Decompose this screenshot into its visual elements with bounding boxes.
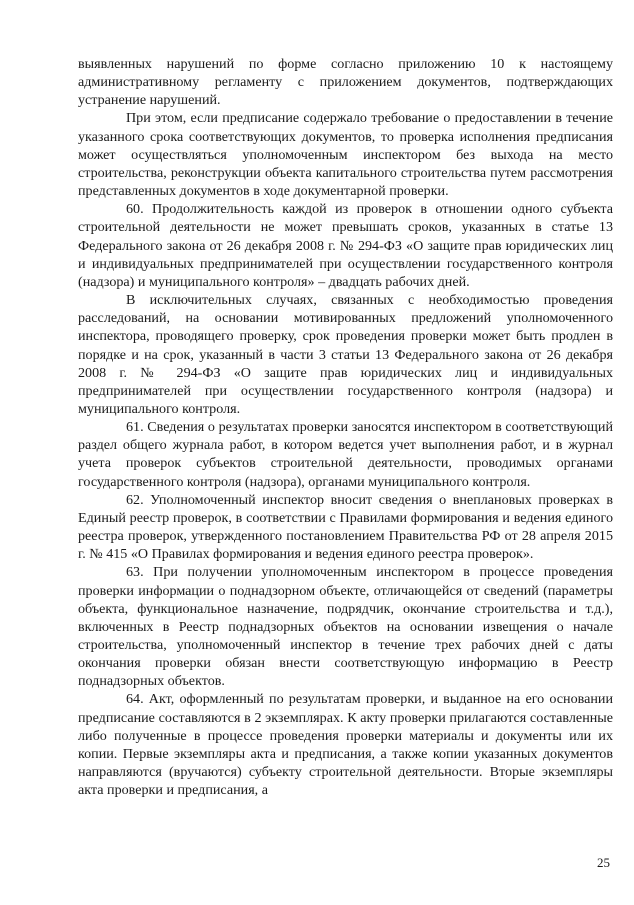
page-number: 25 <box>597 855 610 870</box>
paragraph-documentary-check: При этом, если предписание содержало требование о предоставлении в течение указанного срока соответствующих документов, то проверка исполнения предписания может осуществляться уполномоченным инспектором без выхода на место строительства, реконструкции объекта капитального строительства путем рассмотрения представленных документов в ходе документарной проверки. <box>78 110 613 200</box>
paragraph-60: 60. Продолжительность каждой из проверок в отношении одного субъекта строительной деятельности не может превышать сроков, указанных в статье 13 Федерального закона от 26 декабря 2008 г. № 294-ФЗ «О защите прав юридических лиц и индивидуальных предпринимателей при осуществлении государственного контроля (надзора) и муниципального контроля» – двадцать рабочих дней. <box>78 201 613 290</box>
paragraph-61: 61. Сведения о результатах проверки заносятся инспектором в соответствующий раздел общего журнала работ, в котором ведется учет выполнения работ, и в журнал учета проверок субъектов строительной деятельности, проводимых органами государственного контроля (надзора), органами муниципального контроля. <box>78 419 613 490</box>
body-text <box>78 55 613 799</box>
paragraph-64: 64. Акт, оформленный по результатам проверки, и выданное на его основании предписание составляются в 2 экземплярах. К акту проверки прилагаются составленные либо полученные в процессе проведения проверки материалы и документы или их копии. Первые экземпляры акта и предписания, а также копии указанных документов направляются (вручаются) субъекту строительной деятельности. Вторые экземпляры акта проверки и предписания, а <box>78 691 613 799</box>
paragraph-60-exceptions: В исключительных случаях, связанных с необходимостью проведения расследований, на основании мотивированных предложений уполномоченного инспектора, проводящего проверку, срок проведения проверки может быть продлен в порядке и на срок, указанный в части 3 статьи 13 Федерального закона от 26 декабря 2008 г. № 294-ФЗ «О защите прав юридических лиц и индивидуальных предпринимателей при осуществлении государственного контроля (надзора) и муниципального контроля. <box>78 292 613 417</box>
paragraph-continuation: выявленных нарушений по форме согласно приложению 10 к настоящему административному регламенту с приложением документов, подтверждающих устранение нарушений. <box>78 56 613 109</box>
paragraph-63: 63. При получении уполномоченным инспектором в процессе проведения проверки информации о поднадзорном объекте, отличающейся от сведений (параметры объекта, функциональное назначение, подрядчик, окончание строительства и т.д.), включенных в Реестр поднадзорных объектов на основании извещения о начале строительства, уполномоченный инспектор в течение трех рабочих дней с даты окончания проверки обязан внести соответствующую информацию в Реестр поднадзорных объектов. <box>78 564 613 690</box>
paragraph-62: 62. Уполномоченный инспектор вносит сведения о внеплановых проверках в Единый реестр проверок, в соответствии с Правилами формирования и ведения единого реестра проверок, утвержденного постановлением Правительства РФ от 28 апреля 2015 г. № 415 «О Правилах формирования и ведения единого реестра проверок». <box>78 491 613 563</box>
